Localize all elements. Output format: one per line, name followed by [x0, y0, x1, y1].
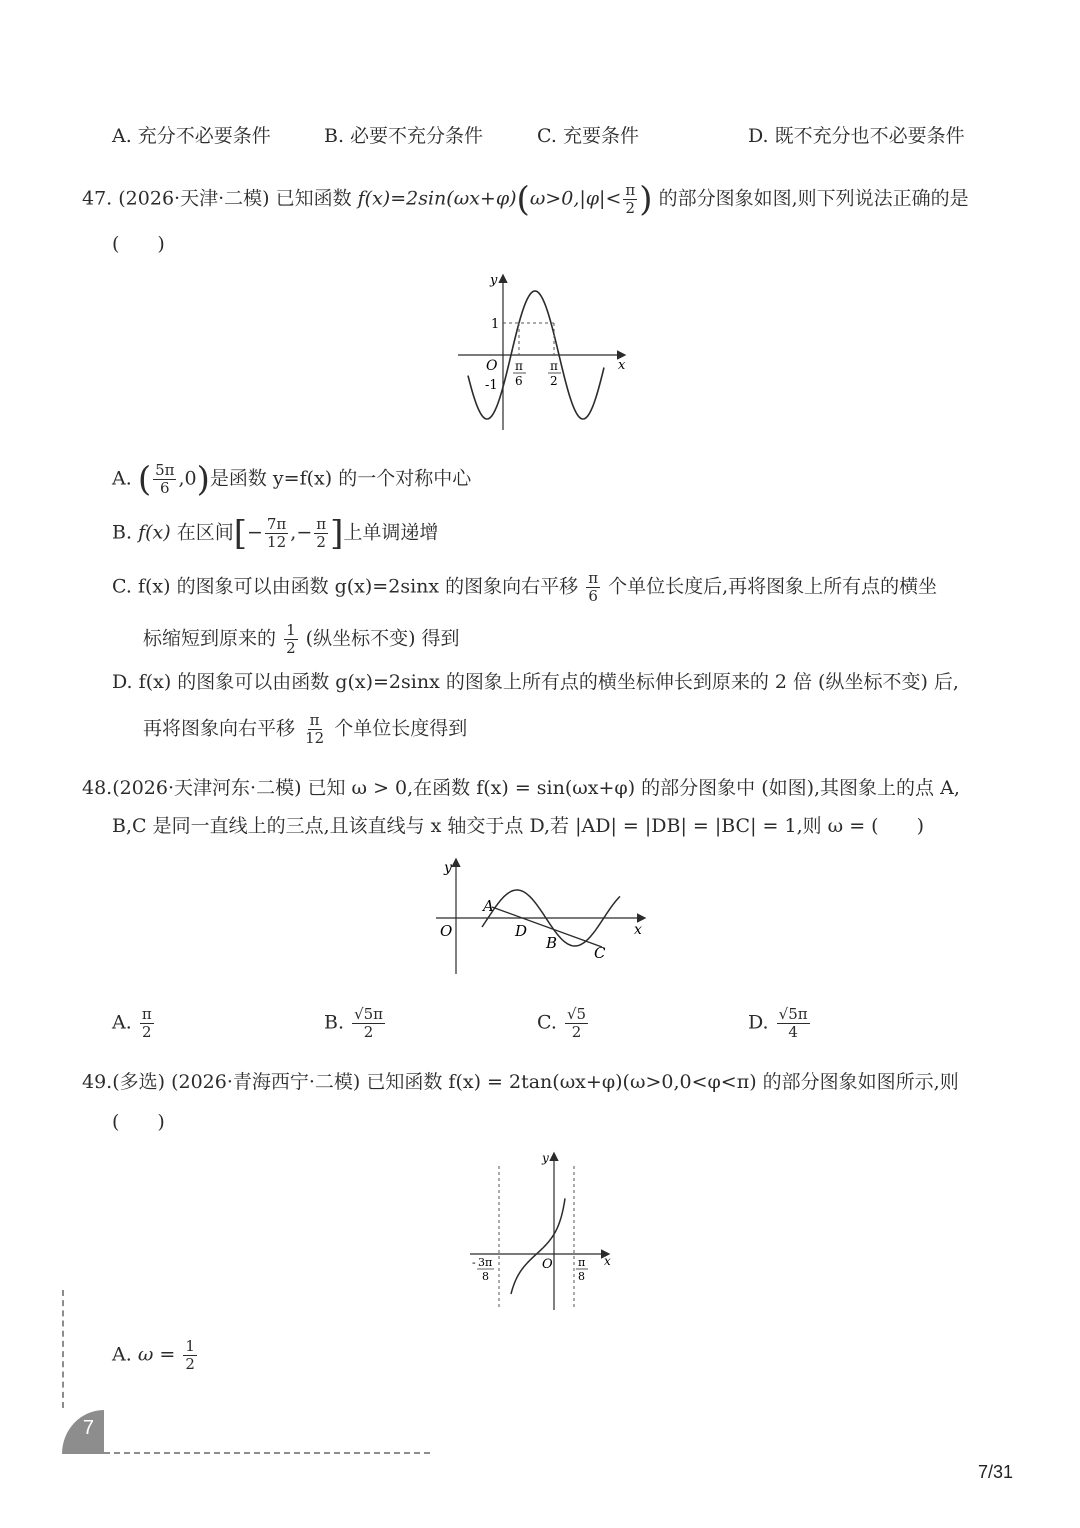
q49-tan-curve: [511, 1198, 565, 1294]
q48-option-b: B. $\frac{√5\pi}{2}$: [324, 1005, 384, 1041]
page-corner-dashed-vertical: [62, 1290, 64, 1408]
q47-option-b: B. f(x) 在区间[− $\frac{7\pi}{12}$ ,− $\frac{\pi}{2}$ ]上单调递增: [112, 513, 439, 554]
q47-option-a: A. ( $\frac{5\pi}{6}$ ,0)是函数 y=f(x) 的一个对称中心: [112, 459, 472, 500]
q47-option-c-line1: C. f(x) 的图象可以由函数 g(x)=2sinx 的图象向右平移 $\frac{\pi}{6}$ 个单位长度后,再将图象上所有点的横坐: [112, 569, 938, 605]
q46-option-a: A. 充分不必要条件: [112, 125, 271, 147]
q49-right-den: 8: [578, 1270, 585, 1283]
q49-tan-graph: [466, 1148, 616, 1312]
q49-answer-paren: ( ): [112, 1111, 165, 1133]
q49-right-num: π: [578, 1256, 586, 1269]
q49-left-num: 3π: [478, 1256, 493, 1269]
q46-option-b: B. 必要不充分条件: [324, 125, 484, 147]
q47-option-d-line1: D. f(x) 的图象可以由函数 g(x)=2sinx 的图象上所有点的横坐标伸长到原来的 2 倍 (纵坐标不变) 后,: [112, 671, 959, 693]
q49-x-label: x: [604, 1254, 611, 1268]
q47-y-label: y: [490, 273, 498, 288]
q48-sine-graph: [432, 852, 652, 980]
q48-stem-line2: B,C 是同一直线上的三点,且该直线与 x 轴交于点 D,若 |AD| = |DB| = |BC| = 1,则 ω = ( ): [112, 815, 924, 837]
q48-y-label: y: [444, 860, 452, 876]
q48-point-c: C: [594, 944, 606, 962]
q49-left-sign: -: [472, 1256, 476, 1269]
q49-option-a: A. ω = $\frac{1}{2}$: [112, 1337, 195, 1373]
q48-option-a: A. $\frac{\pi}{2}$: [112, 1005, 152, 1041]
q47-xtick-pi6-den: 6: [515, 374, 523, 388]
q47-option-d-line2: 再将图象向右平移 $\frac{\pi}{12}$ 个单位长度得到: [143, 711, 468, 747]
q47-stem-a: 已知函数: [275, 187, 352, 210]
q49-y-label: y: [542, 1151, 549, 1165]
q49-stem-line1: 49.(多选) (2026·青海西宁·二模) 已知函数 f(x) = 2tan(ωx+φ)(ω>0,0<φ<π) 的部分图象如图所示,则: [82, 1071, 959, 1093]
q47-cond-frac: $\frac{\pi}{2}$: [625, 181, 636, 217]
page-number: 7/31: [978, 1462, 1014, 1482]
page-corner-dashed-horizontal: [104, 1452, 430, 1454]
q48-x-label: x: [634, 922, 642, 938]
q47-func: f(x)=2sin(ωx+φ): [357, 187, 517, 210]
q47-number: 47.: [82, 187, 113, 210]
q47-source: (2026·天津·二模): [118, 187, 270, 210]
q47-tick-1: 1: [491, 317, 500, 332]
q47-xtick-pi6-num: π: [515, 359, 523, 373]
q48-option-c: C. $\frac{√5}{2}$: [537, 1005, 587, 1041]
q47-xtick-pi2-num: π: [550, 359, 558, 373]
q47-cond: ω>0,|φ|<: [529, 187, 622, 210]
q47-option-c-line2: 标缩短到原来的 $\frac{1}{2}$ (纵坐标不变) 得到: [143, 621, 460, 657]
page-badge: 7: [62, 1410, 104, 1454]
q47-stem: 47. (2026·天津·二模) 已知函数 f(x)=2sin(ωx+φ)(ω>0,|φ|< $\frac{\pi}{2}$ ) 的部分图象如图,则下列说法正确的是: [82, 179, 969, 220]
q47-sine-graph: [452, 268, 632, 438]
q47-tick-m1: -1: [485, 378, 498, 393]
q47-stem-b: 的部分图象如图,则下列说法正确的是: [658, 187, 969, 210]
q49-left-den: 8: [482, 1270, 489, 1283]
q48-point-b: B: [546, 934, 558, 952]
q47-xtick-pi2-den: 2: [550, 374, 558, 388]
q48-stem-line1: 48.(2026·天津河东·二模) 已知 ω > 0,在函数 f(x) = sin(ωx+φ) 的部分图象中 (如图),其图象上的点 A,: [82, 777, 960, 799]
q46-option-d: D. 既不充分也不必要条件: [748, 125, 965, 147]
q48-origin: O: [440, 922, 453, 940]
q49-origin: O: [542, 1257, 553, 1272]
q48-option-d: D. $\frac{√5\pi}{4}$: [748, 1005, 808, 1041]
q46-option-c: C. 充要条件: [537, 125, 639, 147]
q47-x-label: x: [618, 358, 626, 373]
q48-point-d: D: [515, 922, 528, 940]
q47-origin: O: [486, 358, 498, 374]
q47-answer-paren: ( ): [112, 233, 165, 255]
q48-point-a: A: [483, 897, 494, 915]
